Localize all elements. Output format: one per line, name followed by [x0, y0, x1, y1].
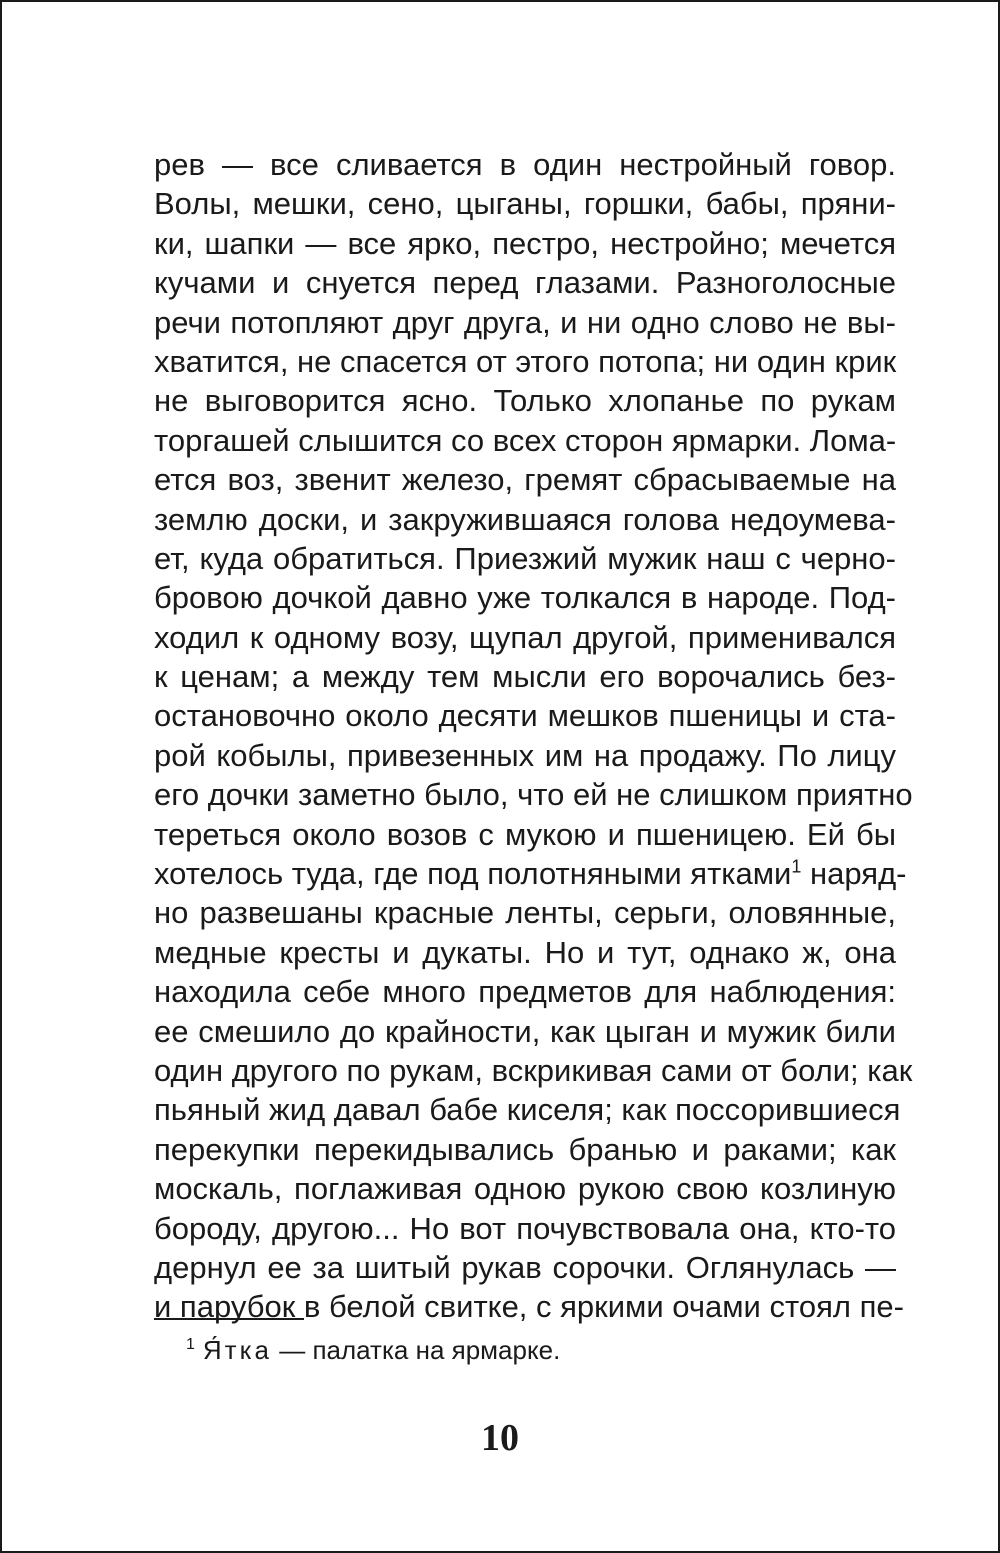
text-line-with-footnote-ref: [154, 854, 907, 893]
text-line-head: хотелось туда, где под полотняными ятками: [154, 856, 792, 892]
footnote-divider: [154, 1318, 304, 1320]
text-line: кучами и снуется перед глазами. Разноголосные: [154, 265, 896, 301]
text-line: его дочки заметно было, что ей не слишком приятно: [154, 777, 913, 813]
text-line: ет, куда обратиться. Приезжий мужик наш с черно-: [154, 540, 896, 576]
text-line: пьяный жид давал бабе киселя; как поссорившиеся: [154, 1092, 901, 1128]
page-number: 10: [481, 1417, 519, 1459]
text-line: бороду, другою... Но вот почувствовала она, кто-то: [154, 1210, 896, 1246]
text-line: ется воз, звенит железо, гремят сбрасываемые на: [154, 462, 896, 498]
text-line: не выговорится ясно. Только хлопанье по рукам: [154, 383, 896, 419]
text-line: ки, шапки — все ярко, пестро, нестройно; мечется: [154, 225, 896, 261]
text-line-tail: наряд-: [810, 856, 907, 892]
text-line: рев — все сливается в один нестройный говор.: [154, 147, 896, 182]
text-line: находила себе много предметов для наблюдения:: [154, 974, 896, 1010]
text-line: хватится, не спасется от этого потопа; ни один крик: [154, 343, 897, 379]
footnote-definition: — палатка на ярмарке.: [272, 1335, 561, 1365]
text-line: остановочно около десяти мешков пшеницы и ста-: [154, 698, 896, 734]
text-line: дернул ее за шитый рукав сорочки. Оглянулась —: [154, 1249, 896, 1285]
text-line: медные кресты и дукаты. Но и тут, однако ж, она: [154, 934, 896, 970]
text-line: и парубок в белой свитке, с яркими очами стоял пе-: [154, 1289, 904, 1325]
text-line: тереться около возов с мукою и пшеницею. Ей бы: [154, 816, 896, 852]
footnote-term: Я́тка: [202, 1335, 272, 1365]
text-line: бровою дочкой давно уже толкался в народе. Под-: [154, 580, 896, 616]
text-line: москаль, поглаживая одною рукою свою козлиную: [154, 1171, 896, 1207]
footnote: [186, 1332, 560, 1368]
text-line: ходил к одному возу, щупал другой, применивался: [154, 619, 896, 655]
text-line: рой кобылы, привезенных им на продажу. По лицу: [154, 737, 896, 773]
text-line: перекупки перекидывались бранью и раками; как: [154, 1131, 896, 1167]
text-line: к ценам; а между тем мысли его ворочались без-: [154, 659, 896, 695]
footnote-reference[interactable]: 1: [791, 856, 802, 877]
text-line: ее смешило до крайности, как цыган и мужик били: [154, 1013, 896, 1049]
footnote-number: 1: [186, 1336, 195, 1354]
text-line: землю доски, и закружившаяся голова недоумева-: [154, 501, 896, 537]
body-text: [154, 145, 913, 1327]
text-line: один другого по рукам, вскрикивая сами от боли; как: [154, 1052, 913, 1088]
text-line: торгашей слышится со всех сторон ярмарки. Лома-: [154, 422, 897, 458]
text-line: но развешаны красные ленты, серьги, оловянные,: [154, 895, 896, 931]
text-line: Волы, мешки, сено, цыганы, горшки, бабы, пряни-: [154, 186, 896, 222]
text-line: речи потопляют друг друга, и ни одно слово не вы-: [154, 304, 896, 340]
